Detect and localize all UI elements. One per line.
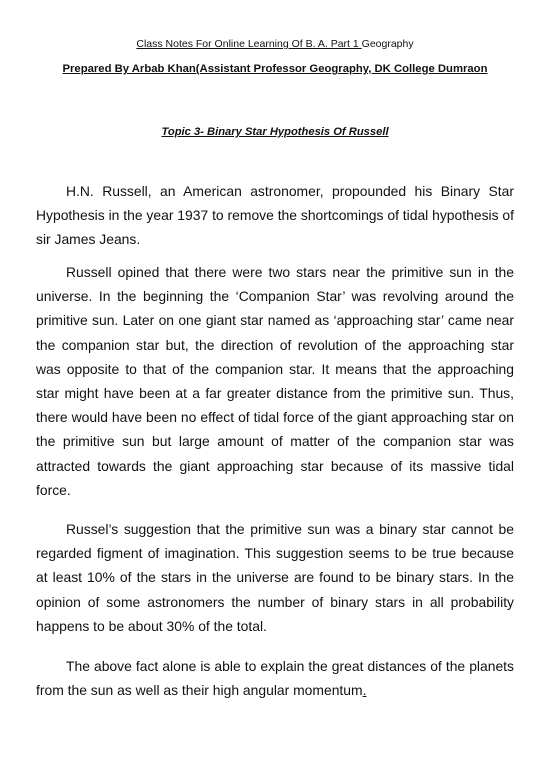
- course-header: [0, 37, 550, 51]
- paragraph-4-final-period: .: [362, 682, 367, 699]
- course-header-subject: Geography: [361, 38, 414, 50]
- paragraph-4: [36, 654, 514, 702]
- topic-title: Topic 3- Binary Star Hypothesis Of Russell: [161, 126, 389, 138]
- paragraph-2: Russell opined that there were two stars near the primitive sun in the universe. In the beginning the ‘Companion Star’ was revolving around the primitive sun. Later on one giant star named as ‘approaching star’ came near the companion star but, the direction of revolution of the approaching star was opposite to that of the companion star. It means that the approaching star might have been at a far greater distance from the primitive sun. Thus, there would have been no effect of tidal force of the giant approaching star on the primitive sun but large amount of matter of the companion star was attracted towards the giant approaching star because of its massive tidal force.: [36, 264, 514, 498]
- course-header-underlined: Class Notes For Online Learning Of B. A. Part 1: [136, 38, 362, 50]
- paragraph-3: Russel’s suggestion that the primitive sun was a binary star cannot be regarded figment of imagination. This suggestion seems to be true because at least 10% of the stars in the universe are found to be binary stars. In the opinion of some astronomers the number of binary stars in all probability happens to be about 30% of the total.: [36, 521, 514, 634]
- paragraph-1: H.N. Russell, an American astronomer, propounded his Binary Star Hypothesis in the year 1937 to remove the shortcomings of tidal hypothesis of sir James Jeans.: [36, 183, 514, 248]
- author-header: Prepared By Arbab Khan(Assistant Professor Geography, DK College Dumraon: [62, 63, 488, 75]
- paragraph-4-text: The above fact alone is able to explain the great distances of the planets from the sun as well as their high angular momentum: [36, 658, 514, 699]
